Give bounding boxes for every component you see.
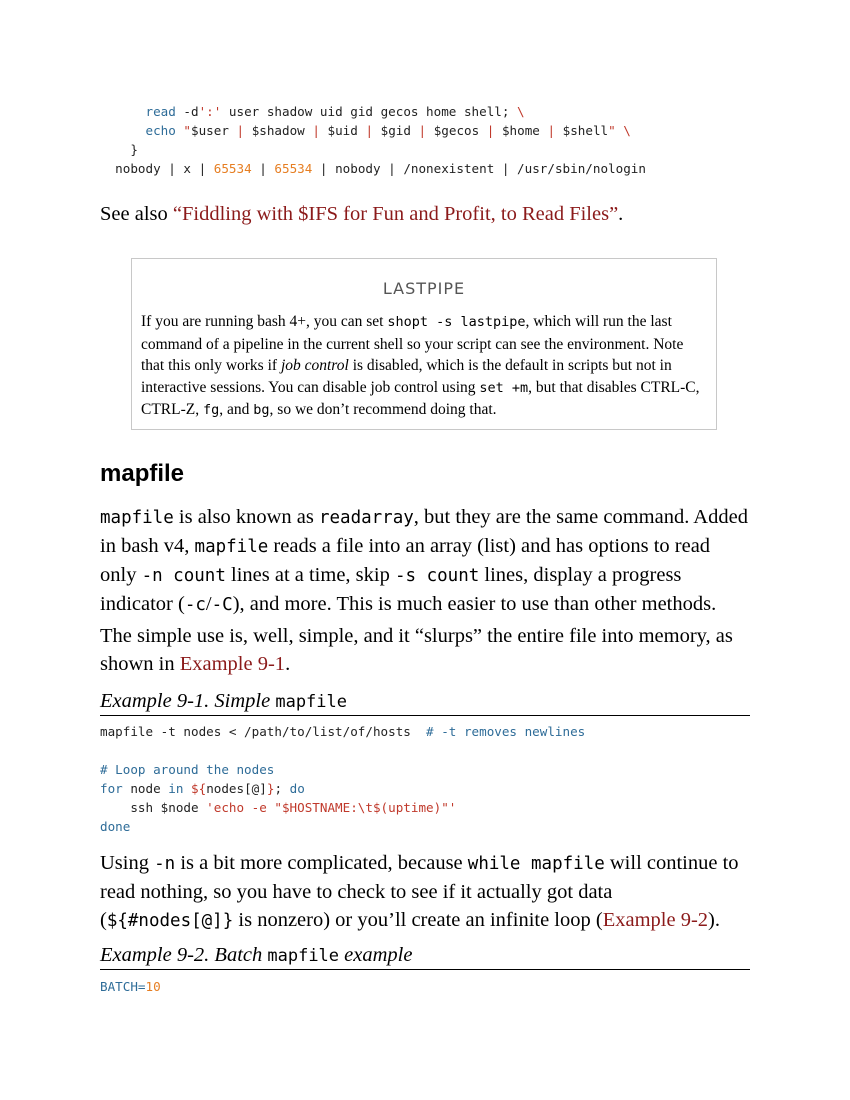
paragraph-text: reads a file into an array (list) and has options to read only — [100, 535, 711, 586]
code-string: | — [479, 123, 502, 138]
sidebar-text: If you are running bash 4+, you can set — [141, 313, 388, 330]
code-var: $shell — [562, 123, 609, 138]
code-string: 'echo -e "$HOSTNAME:\t$(uptime)"' — [206, 800, 457, 815]
inline-code: -C — [211, 595, 233, 615]
code-text: -d — [175, 104, 199, 119]
paragraph-text: lines, display a progress indicator ( — [100, 564, 682, 615]
paragraph-text: / — [205, 593, 212, 615]
paragraph-text: , but they are the same command. Added in bash v4, — [100, 506, 748, 557]
code-string: " — [175, 123, 192, 138]
code-comment: # Loop around the nodes — [100, 762, 275, 777]
code-output: | nobody | /nonexistent | /usr/sbin/nologin — [312, 161, 646, 176]
code-number: 65534 — [213, 161, 252, 176]
code-var-brace: } — [266, 781, 275, 796]
sidebar-emphasis: job control — [280, 357, 349, 374]
code-var: nodes[@] — [206, 781, 267, 796]
code-var: $gid — [380, 123, 411, 138]
inline-code: mapfile — [100, 508, 174, 528]
sidebar-body — [141, 311, 707, 422]
example-9-1-title — [100, 688, 750, 716]
sidebar-title: LASTPIPE — [382, 279, 466, 298]
example-9-2-title — [100, 942, 750, 970]
sidebar-code: bg — [253, 402, 270, 418]
code-number: 65534 — [274, 161, 313, 176]
mapfile-intro-paragraph — [100, 503, 750, 619]
code-text: mapfile -t nodes < /path/to/list/of/hosts — [100, 724, 427, 739]
code-text — [183, 781, 191, 796]
code-backslash: \ — [623, 123, 631, 138]
code-string: | — [539, 123, 563, 138]
inline-code: ${#nodes[@]} — [106, 911, 234, 931]
inline-code: -s count — [394, 566, 480, 586]
code-operator: = — [137, 979, 146, 994]
code-var: $uid — [327, 123, 358, 138]
code-string: ':' — [198, 104, 222, 119]
code-var: BATCH — [100, 979, 138, 994]
code-text: ssh $node — [100, 800, 207, 815]
code-keyword: do — [289, 781, 305, 796]
code-var: $home — [501, 123, 540, 138]
sidebar-text: , and — [219, 401, 254, 418]
see-also-link[interactable]: “Fiddling with $IFS for Fun and Profit, to Read Files” — [172, 203, 619, 225]
paragraph-text: will continue to read nothing, so you have to check to see if it actually got data ( — [100, 852, 739, 931]
simple-use-paragraph — [100, 622, 750, 678]
paragraph-text: is also known as — [173, 506, 319, 528]
paragraph-text: ), and more. This is much easier to use than other methods. — [232, 593, 717, 615]
code-string: | — [357, 123, 381, 138]
code-text: ; — [274, 781, 290, 796]
inline-code: mapfile — [194, 537, 269, 557]
code-number: 10 — [145, 979, 161, 994]
code-var: $shadow — [251, 123, 305, 138]
code-comment: # -t removes newlines — [426, 724, 586, 739]
see-also-text: . — [618, 203, 624, 225]
paragraph-text: The simple use is, well, simple, and it “slurps” the entire file into memory, as shown in — [100, 625, 733, 675]
inline-code: readarray — [318, 508, 414, 528]
example-9-1-code — [100, 722, 585, 836]
code-var: $gecos — [433, 123, 480, 138]
code-indent — [100, 104, 146, 119]
code-keyword: in — [168, 781, 184, 796]
code-keyword: echo — [145, 123, 176, 138]
paragraph-text: . — [285, 653, 291, 675]
inline-code: -n — [154, 854, 176, 874]
code-text: node — [122, 781, 169, 796]
code-text: user shadow uid gid gecos home shell; — [221, 104, 518, 119]
code-block-read-loop — [100, 102, 646, 178]
sidebar-text: , so we don’t recommend doing that. — [269, 401, 497, 418]
example-9-1-link[interactable]: Example 9-1 — [179, 653, 286, 675]
inline-code: -n count — [141, 566, 226, 586]
example-title-text: Example 9-1. Simple — [100, 690, 276, 712]
paragraph-text: lines at a time, skip — [225, 564, 395, 586]
code-keyword: done — [100, 819, 131, 834]
code-keyword: read — [145, 104, 176, 119]
code-string: | — [304, 123, 328, 138]
paragraph-text: Using — [100, 852, 155, 874]
code-string: | — [410, 123, 434, 138]
code-var: $user — [191, 123, 229, 138]
code-text: } — [100, 142, 138, 157]
sidebar-text: is disabled, which is the default in scripts but not in interactive sessions. You can disable job control using — [141, 357, 672, 396]
sidebar-text: , but that disables CTRL-C, CTRL-Z, — [141, 378, 700, 418]
example-9-2-code — [100, 977, 161, 996]
code-backslash: \ — [517, 104, 525, 119]
paragraph-text: is nonzero) or you’ll create an infinite loop ( — [233, 909, 603, 931]
code-string: " — [608, 123, 624, 138]
lastpipe-sidebar — [131, 258, 717, 430]
section-heading-mapfile: mapfile — [100, 460, 185, 487]
inline-code: while mapfile — [467, 854, 605, 874]
example-9-2-link[interactable]: Example 9-2 — [602, 909, 709, 931]
code-keyword: for — [100, 781, 123, 796]
code-string: | — [228, 123, 252, 138]
sidebar-code: set +m — [479, 379, 529, 396]
see-also-paragraph — [100, 200, 750, 228]
example-title-text: Example 9-2. Batch — [100, 944, 268, 966]
example-title-code: mapfile — [275, 692, 347, 712]
paragraph-text: ). — [708, 909, 720, 931]
code-indent — [100, 123, 146, 138]
sidebar-code: shopt -s lastpipe — [387, 314, 526, 330]
code-var-brace: ${ — [191, 781, 207, 796]
using-n-paragraph — [100, 849, 750, 935]
code-output: nobody | x | — [100, 161, 214, 176]
sidebar-code: fg — [203, 402, 220, 418]
paragraph-text: is a bit more complicated, because — [175, 852, 468, 874]
example-title-text: example — [339, 944, 413, 966]
example-title-code: mapfile — [267, 946, 340, 966]
code-output: | — [251, 161, 275, 176]
sidebar-text: , which will run the last command of a pipeline in the current shell so your script can see the environment. Note that this only works if — [141, 313, 684, 374]
inline-code: -c — [184, 595, 206, 615]
see-also-text: See also — [100, 203, 173, 225]
